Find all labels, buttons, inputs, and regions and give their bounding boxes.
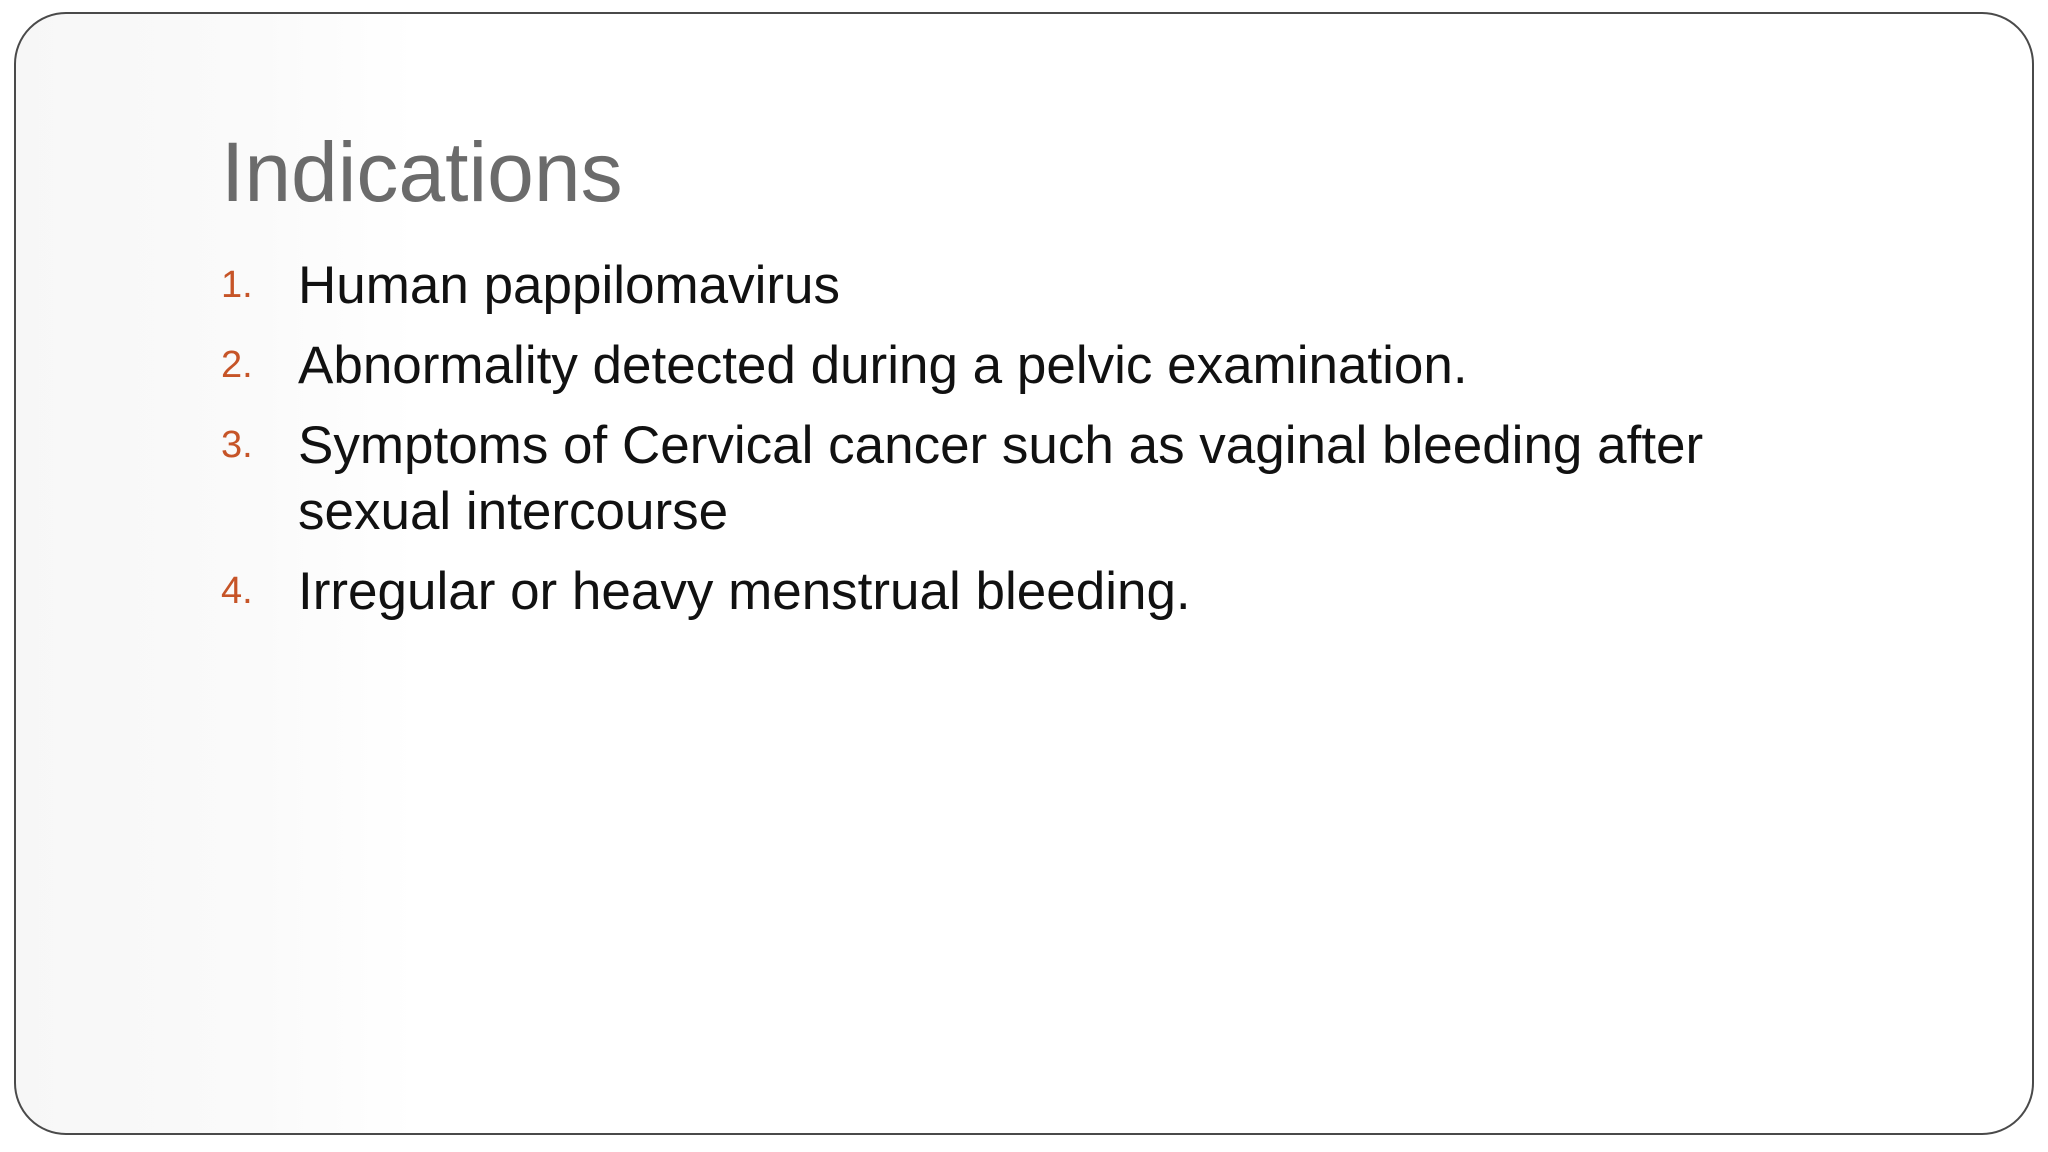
list-item-number: 2.: [221, 344, 253, 386]
list-item-number: 3.: [221, 424, 253, 466]
indications-list: [221, 253, 1841, 639]
list-item-text: Abnormality detected during a pelvic examination.: [298, 336, 1468, 395]
list-item: [221, 413, 1841, 545]
list-item-number: 4.: [221, 570, 253, 612]
list-item-number: 1.: [221, 264, 253, 306]
list-item-text: Human pappilomavirus: [298, 256, 841, 315]
list-item-text: Symptoms of Cervical cancer such as vaginal bleeding after sexual intercourse: [298, 416, 1704, 541]
list-item-text: Irregular or heavy menstrual bleeding.: [298, 562, 1191, 621]
slide-title: Indications: [221, 125, 623, 219]
list-item: [221, 559, 1841, 625]
list-item: [221, 253, 1841, 319]
list-item: [221, 333, 1841, 399]
